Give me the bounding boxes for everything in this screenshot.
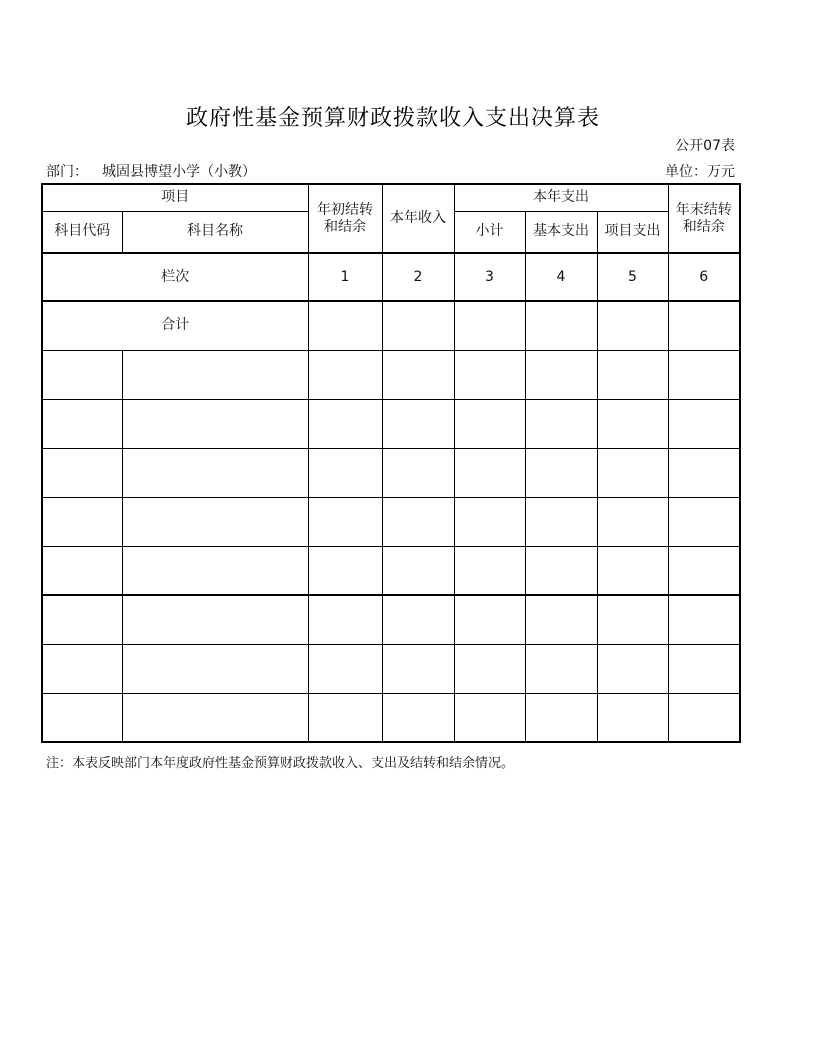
table-cell: [525, 448, 597, 497]
table-cell: [42, 644, 122, 693]
table-row: [42, 448, 740, 497]
table-cell: [454, 546, 525, 595]
table-cell: [668, 595, 740, 644]
table-row: [42, 595, 740, 644]
table-cell: [525, 546, 597, 595]
table-cell: [597, 644, 668, 693]
header-subject-name: 科目名称: [122, 211, 308, 253]
header-income: 本年收入: [382, 184, 454, 253]
table-row: [42, 546, 740, 595]
table-cell: [525, 350, 597, 399]
table-cell: [525, 644, 597, 693]
table-cell: [308, 546, 382, 595]
header-subject-code: 科目代码: [42, 211, 122, 253]
total-cell: [597, 301, 668, 350]
table-row: [42, 693, 740, 742]
department-name: 城固县博望小学（小教）: [102, 164, 256, 180]
table-cell: [42, 399, 122, 448]
table-row: [42, 399, 740, 448]
table-cell: [122, 546, 308, 595]
table-cell: [668, 497, 740, 546]
table-cell: [308, 693, 382, 742]
column-row-label: 栏次: [42, 253, 308, 301]
table-cell: [668, 399, 740, 448]
table-cell: [42, 350, 122, 399]
table-cell: [42, 693, 122, 742]
table-cell: [382, 448, 454, 497]
table-cell: [308, 497, 382, 546]
total-cell: [382, 301, 454, 350]
header-end-balance-text: 年末结转和结余: [675, 201, 732, 235]
table-cell: [382, 350, 454, 399]
table-cell: [308, 350, 382, 399]
table-row: [42, 644, 740, 693]
table-cell: [308, 595, 382, 644]
table-cell: [308, 644, 382, 693]
table-cell: [597, 595, 668, 644]
table-cell: [122, 595, 308, 644]
table-cell: [668, 448, 740, 497]
page-title: 政府性基金预算财政拨款收入支出决算表: [185, 106, 600, 131]
header-subtotal: 小计: [454, 211, 525, 253]
header-begin-balance-text: 年初结转和结余: [317, 201, 373, 235]
table-cell: [382, 693, 454, 742]
department-label: 部门：: [46, 164, 88, 180]
department-line: [46, 161, 256, 181]
total-cell: [454, 301, 525, 350]
table-cell: [382, 546, 454, 595]
table-cell: [122, 693, 308, 742]
table-cell: [525, 693, 597, 742]
table-cell: [42, 448, 122, 497]
header-begin-balance: [308, 184, 382, 253]
table-cell: [597, 546, 668, 595]
table-cell: [597, 693, 668, 742]
table-cell: [308, 399, 382, 448]
table-cell: [525, 595, 597, 644]
total-cell: [525, 301, 597, 350]
table-cell: [525, 399, 597, 448]
table-cell: [597, 350, 668, 399]
table-cell: [668, 644, 740, 693]
table-cell: [454, 350, 525, 399]
table-cell: [382, 595, 454, 644]
column-num-6: 6: [668, 253, 740, 301]
column-num-2: 2: [382, 253, 454, 301]
table-cell: [122, 350, 308, 399]
table-cell: [454, 595, 525, 644]
footnote: 注：本表反映部门本年度政府性基金预算财政拨款收入、支出及结转和结余情况。: [46, 756, 515, 771]
table-cell: [308, 448, 382, 497]
header-end-balance: [668, 184, 740, 253]
table-cell: [454, 448, 525, 497]
table-cell: [382, 399, 454, 448]
form-code: 公开07表: [675, 138, 735, 154]
table-cell: [42, 595, 122, 644]
total-cell: [308, 301, 382, 350]
table-cell: [122, 448, 308, 497]
budget-table: [41, 183, 741, 743]
header-project-exp: 项目支出: [597, 211, 668, 253]
table-cell: [668, 693, 740, 742]
table-cell: [454, 497, 525, 546]
table-cell: [597, 448, 668, 497]
column-num-4: 4: [525, 253, 597, 301]
column-num-5: 5: [597, 253, 668, 301]
table-cell: [42, 497, 122, 546]
table-cell: [454, 399, 525, 448]
header-expense: 本年支出: [454, 184, 668, 211]
header-project: 项目: [42, 184, 308, 211]
total-cell: [668, 301, 740, 350]
table-cell: [597, 399, 668, 448]
table-cell: [668, 350, 740, 399]
table-cell: [668, 546, 740, 595]
table-cell: [122, 497, 308, 546]
table-cell: [454, 693, 525, 742]
total-label: 合计: [42, 301, 308, 350]
table-cell: [122, 399, 308, 448]
column-num-1: 1: [308, 253, 382, 301]
table-cell: [597, 497, 668, 546]
table-row: [42, 350, 740, 399]
table-cell: [382, 497, 454, 546]
table-cell: [454, 644, 525, 693]
table-cell: [42, 546, 122, 595]
column-num-3: 3: [454, 253, 525, 301]
header-basic: 基本支出: [525, 211, 597, 253]
table-cell: [382, 644, 454, 693]
unit-label: 单位：万元: [665, 164, 735, 180]
table-cell: [525, 497, 597, 546]
table-row: [42, 497, 740, 546]
table-cell: [122, 644, 308, 693]
